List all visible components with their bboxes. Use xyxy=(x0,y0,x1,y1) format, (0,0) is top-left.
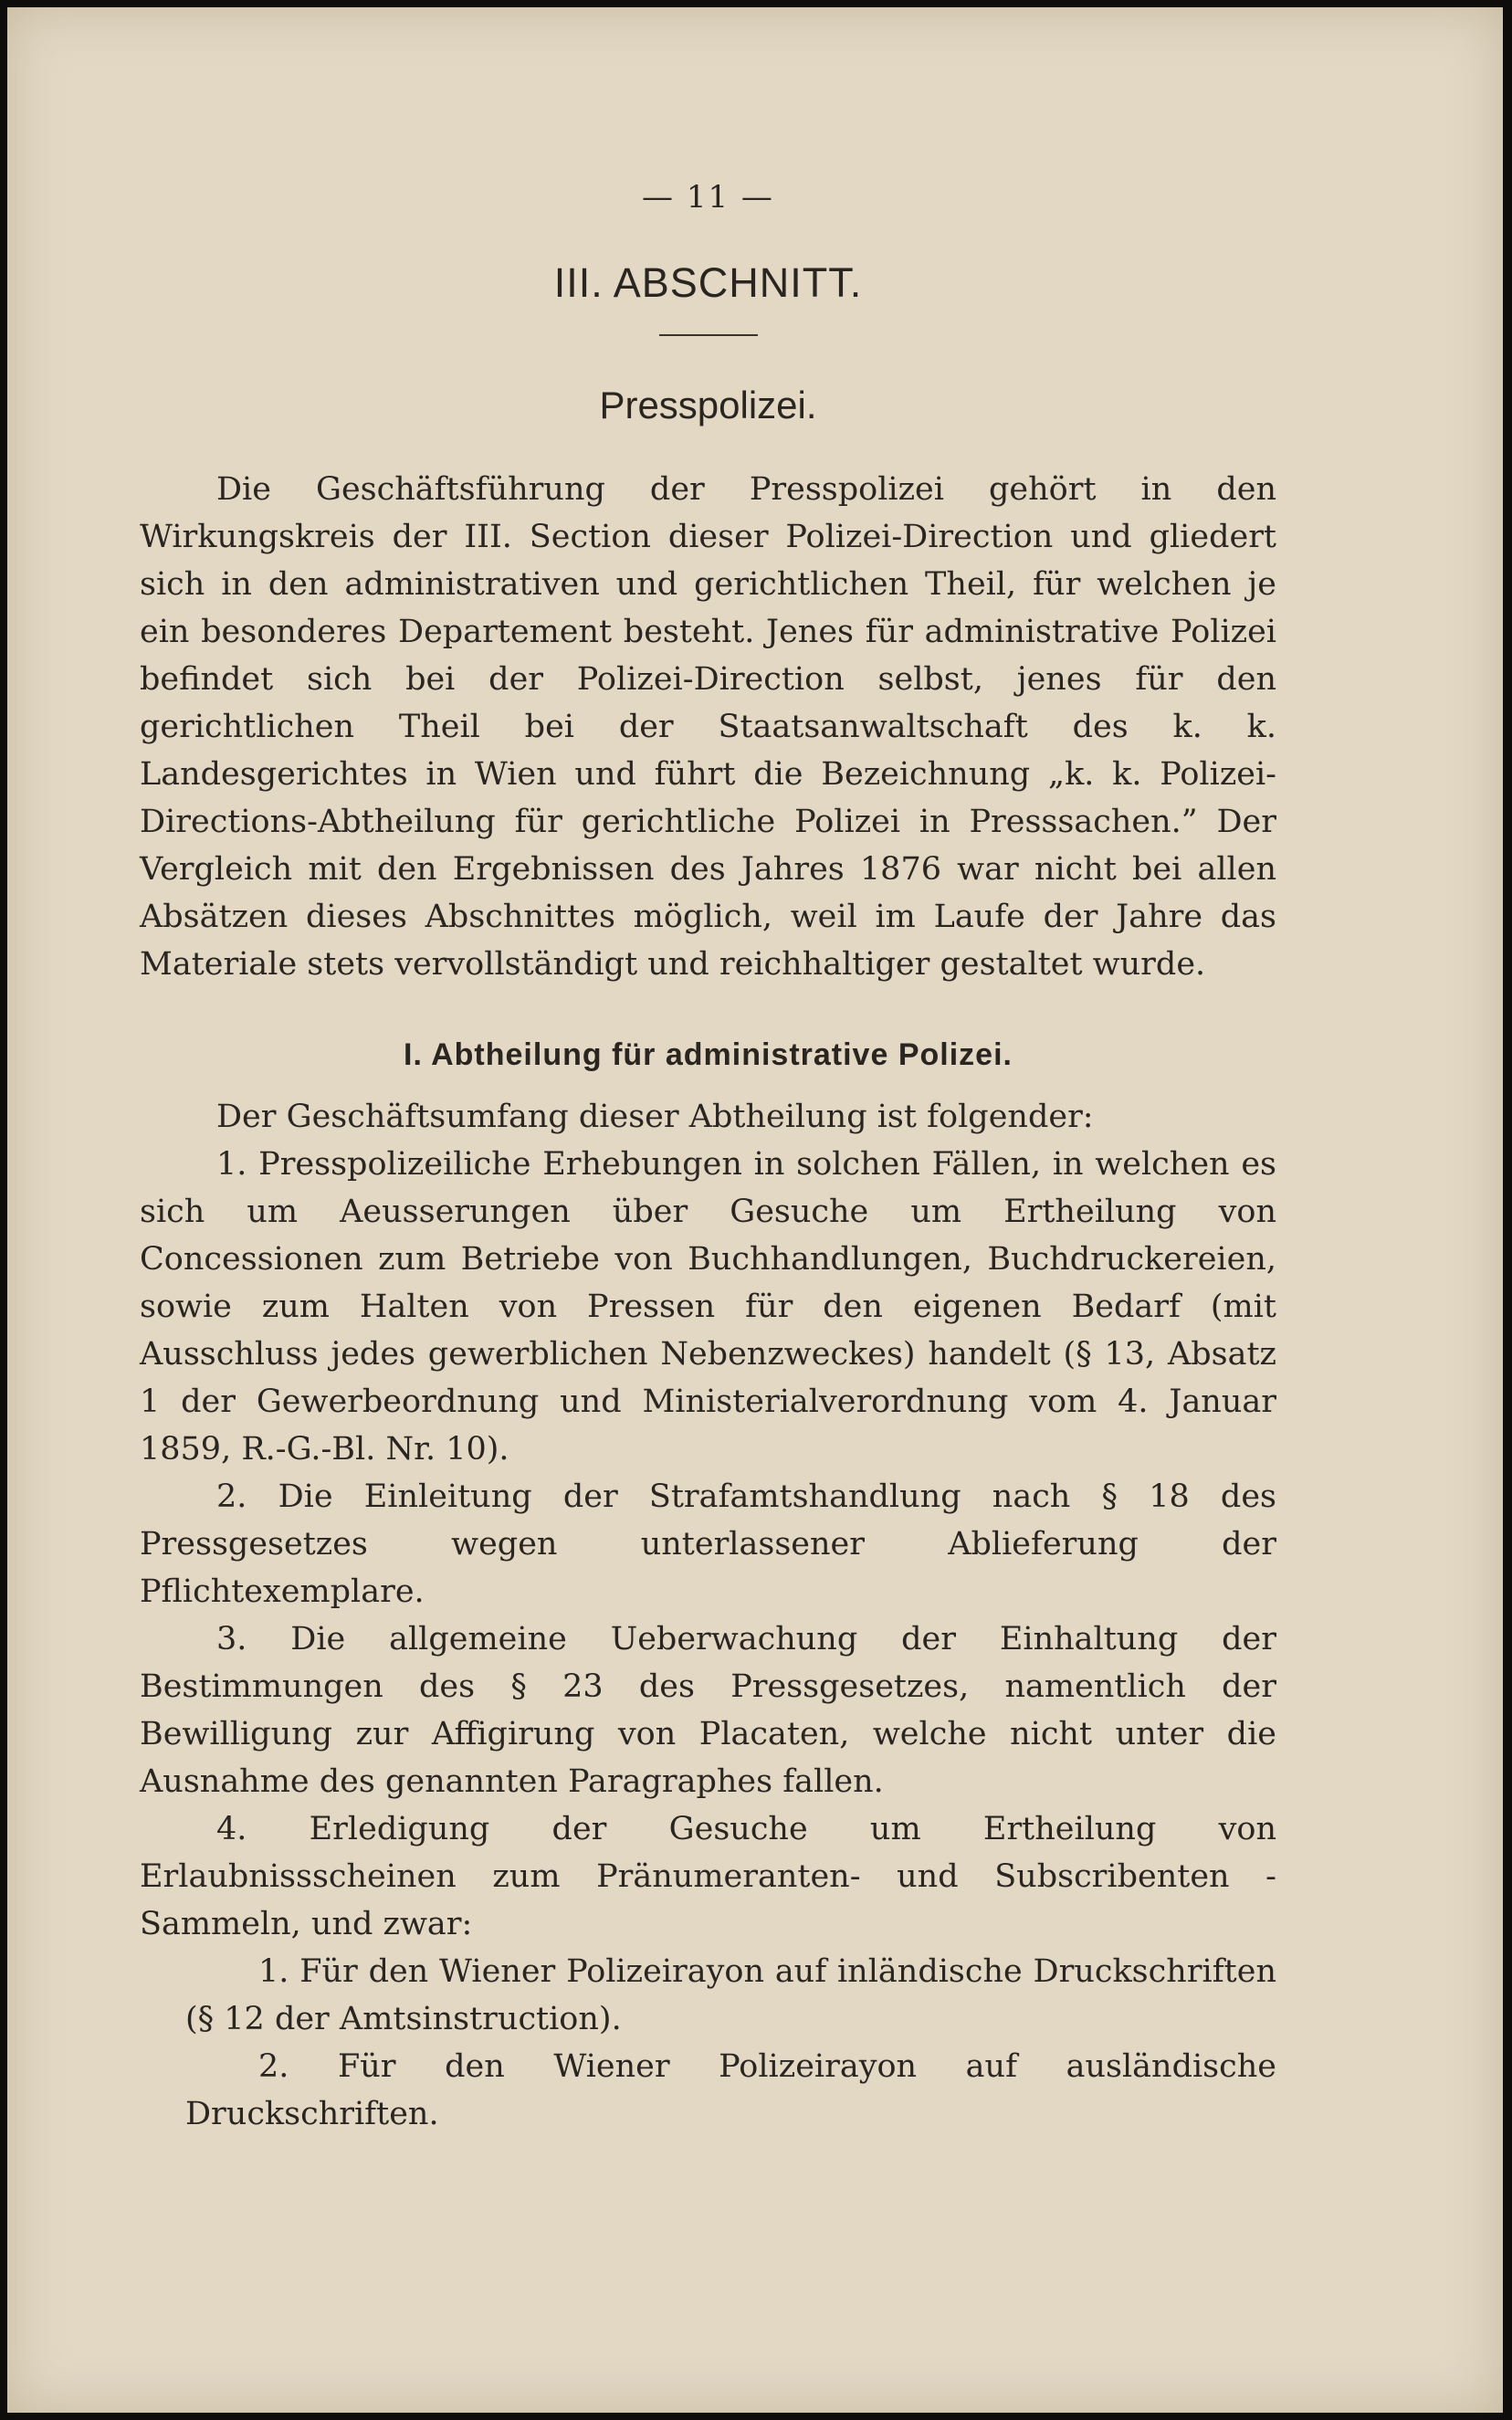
chapter-heading: III. ABSCHNITT. xyxy=(553,259,863,306)
document-page xyxy=(7,7,1503,2413)
intro-paragraph: Die Geschäftsführung der Presspolizei gehört in den Wirkungskreis der III. Section dieser Polizei-Direction und gliedert sich in den administrativen und gerichtlichen Theil, für welchen je ein besonderes Departement besteht. Jenes für administrative Polizei befindet sich bei der Polizei-Direction selbst, jenes für den gerichtlichen Theil bei der Staatsanwaltschaft des k. k. Landesgerichtes in Wien und führt die Bezeichnung „k. k. Polizei-Directions-Abtheilung für gerichtliche Polizei in Presssachen.” Der Vergleich mit den Ergebnissen des Jahres 1876 war nicht bei allen Absätzen dieses Abschnittes möglich, weil im Laufe der Jahre das Materiale stets vervollständigt und reichhaltiger gestaltet wurde. xyxy=(140,471,1276,983)
page-number: — 11 — xyxy=(642,179,774,216)
list-item: 4. Erledigung der Gesuche um Ertheilung von Erlaubnissscheinen zum Pränumeranten- und Subscribenten - Sammeln, und zwar: xyxy=(140,1811,1276,1942)
subsection-heading: I. Abtheilung für administrative Polizei. xyxy=(404,1037,1013,1072)
heading-divider xyxy=(659,334,758,336)
list-item: 2. Die Einleitung der Strafamtshandlung nach § 18 des Pressgesetzes wegen unterlassener Ablieferung der Pflichtexemplare. xyxy=(140,1478,1276,1610)
page-content xyxy=(140,179,1276,2138)
subsection-intro: Der Geschäftsumfang dieser Abtheilung ist folgender: xyxy=(216,1099,1094,1135)
section-title: Presspolizei. xyxy=(599,384,817,426)
sub-list-item: 1. Für den Wiener Polizeirayon auf inländische Druckschriften (§ 12 der Amtsinstruction). xyxy=(185,1953,1276,2037)
list-item: 3. Die allgemeine Ueberwachung der Einhaltung der Bestimmungen des § 23 des Pressgesetzes, namentlich der Bewilligung zur Affigirung von Placaten, welche nicht unter die Ausnahme des genannten Paragraphes fallen. xyxy=(140,1621,1276,1800)
sub-list-item: 2. Für den Wiener Polizeirayon auf ausländische Druckschriften. xyxy=(185,2048,1276,2132)
list-item: 1. Presspolizeiliche Erhebungen in solchen Fällen, in welchen es sich um Aeusserungen über Gesuche um Ertheilung von Concessionen zum Betriebe von Buchhandlungen, Buchdruckereien, sowie zum Halten von Pressen für den eigenen Bedarf (mit Ausschluss jedes gewerblichen Nebenzweckes) handelt (§ 13, Absatz 1 der Gewerbeordnung und Ministerialverordnung vom 4. Januar 1859, R.-G.-Bl. Nr. 10). xyxy=(140,1146,1276,1468)
